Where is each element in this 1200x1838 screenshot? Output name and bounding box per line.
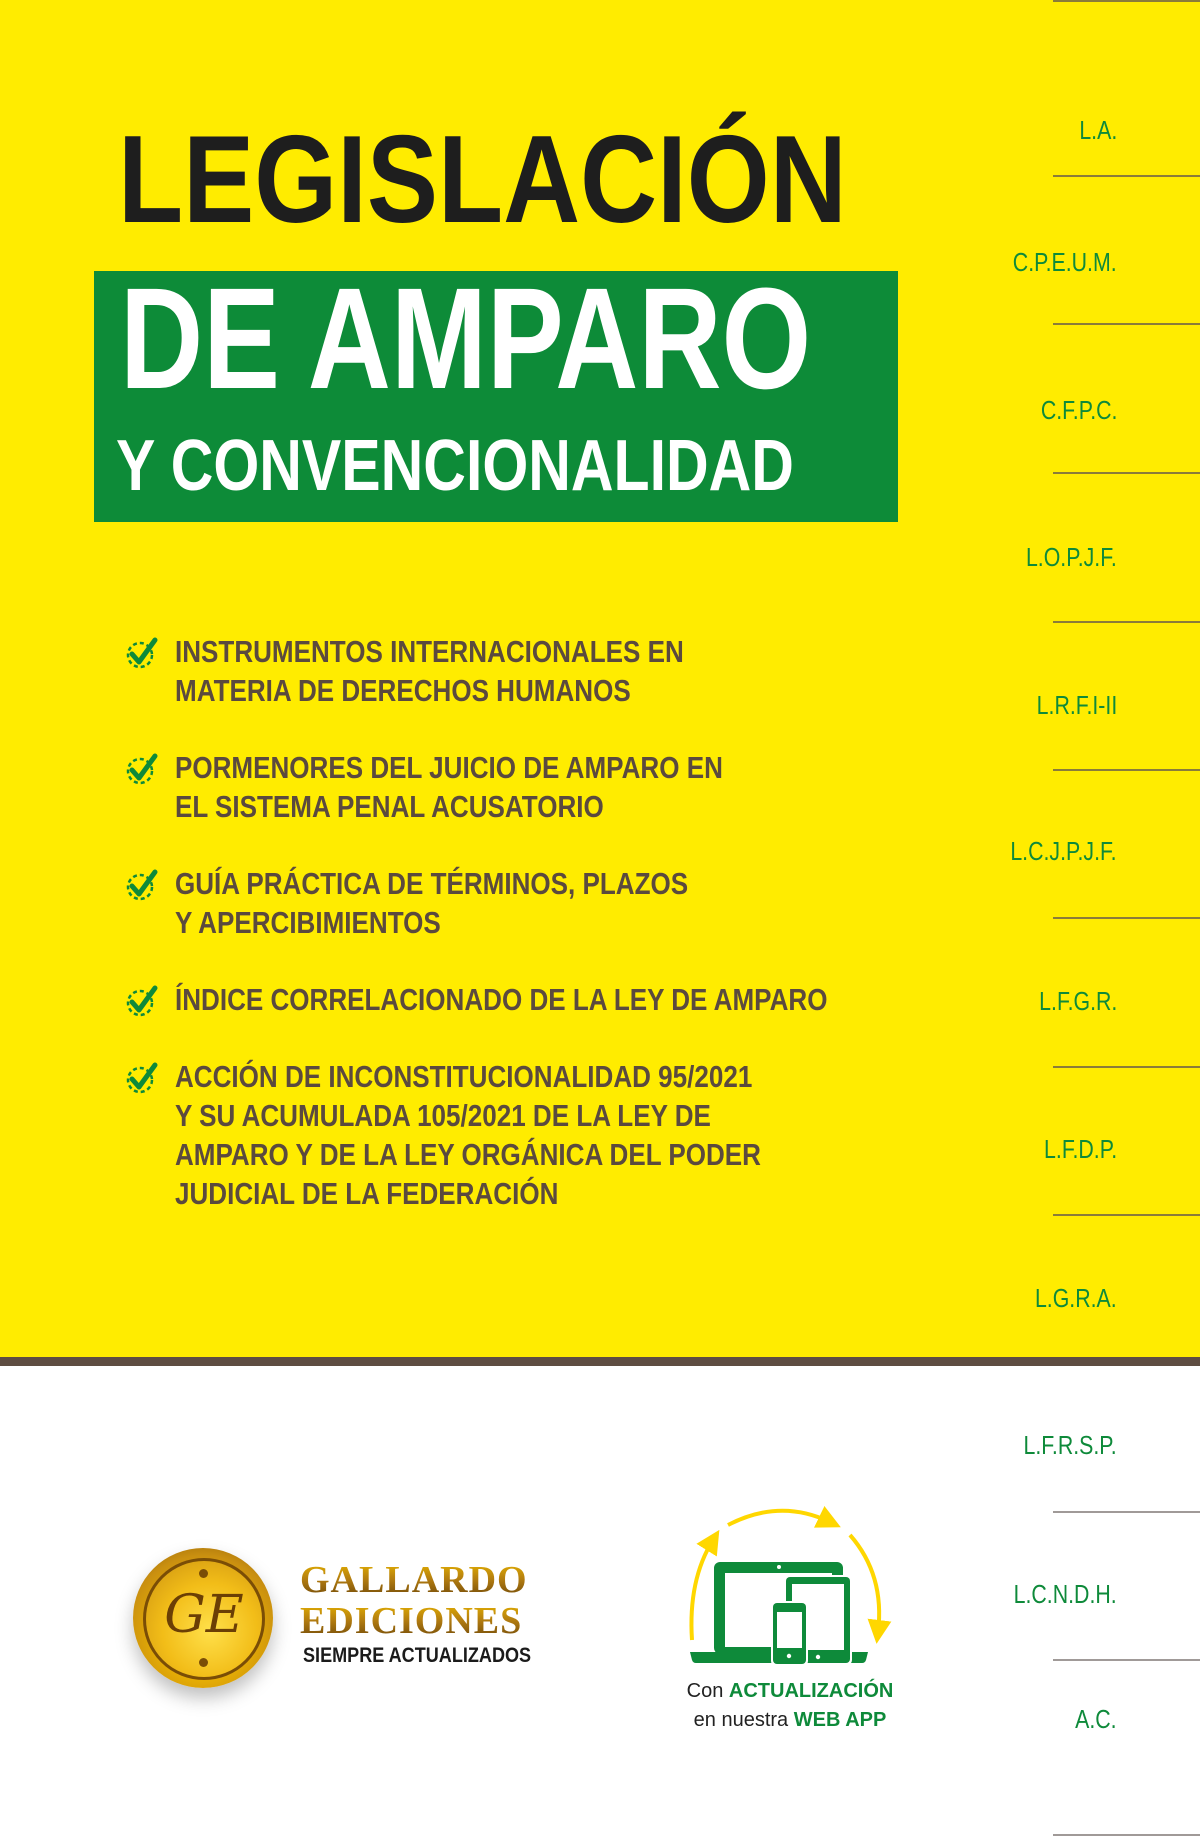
- tab-label-lcndh[interactable]: L.C.N.D.H.: [1013, 1579, 1117, 1609]
- tab-label-cpeum[interactable]: C.P.E.U.M.: [1013, 247, 1117, 277]
- tab-divider: [1053, 1511, 1200, 1513]
- tab-label-ac[interactable]: A.C.: [1075, 1704, 1117, 1734]
- tab-divider: [1053, 1214, 1200, 1216]
- cover-title: LEGISLACIÓN: [118, 111, 847, 249]
- tab-label-la[interactable]: L.A.: [1079, 115, 1117, 145]
- cover-subtitle-secondary: Y CONVENCIONALIDAD: [116, 426, 794, 506]
- coin-dot: [199, 1569, 208, 1578]
- feature-text: AMPARO Y DE LA LEY ORGÁNICA DEL PODER: [175, 1137, 761, 1172]
- feature-item: [125, 864, 975, 942]
- webapp-caption-line2: en nuestra WEB APP: [693, 1709, 887, 1731]
- feature-text: Y SU ACUMULADA 105/2021 DE LA LEY DE: [175, 1098, 711, 1133]
- feature-item: [125, 632, 975, 710]
- feature-text: EL SISTEMA PENAL ACUSATORIO: [175, 789, 604, 824]
- tab-label-lfrsp[interactable]: L.F.R.S.P.: [1023, 1430, 1117, 1460]
- tab-divider: [1053, 472, 1200, 474]
- tab-divider: [1053, 621, 1200, 623]
- tab-label-lopjf[interactable]: L.O.P.J.F.: [1026, 542, 1117, 572]
- feature-text: PORMENORES DEL JUICIO DE AMPARO EN: [175, 750, 723, 785]
- coin-emblem-icon: [133, 1548, 273, 1688]
- webapp-badge: [660, 1500, 920, 1740]
- tab-label-lfgr[interactable]: L.F.G.R.: [1038, 986, 1117, 1016]
- feature-item: [125, 1057, 975, 1213]
- check-dashed-circle-icon: [125, 868, 163, 902]
- feature-text: GUÍA PRÁCTICA DE TÉRMINOS, PLAZOS: [175, 866, 689, 901]
- tab-divider: [1053, 1066, 1200, 1068]
- coin-dot: [199, 1658, 208, 1667]
- tab-label-lfdp[interactable]: L.F.D.P.: [1043, 1134, 1117, 1164]
- feature-item: [125, 748, 975, 826]
- feature-text: Y APERCIBIMIENTOS: [175, 905, 441, 940]
- publisher-logo: [130, 1545, 550, 1695]
- tab-divider: [1053, 917, 1200, 919]
- feature-list: [125, 632, 975, 1251]
- section-divider: [0, 1357, 1200, 1366]
- publisher-name-line1: GALLARDO: [300, 1559, 528, 1601]
- publisher-name-line2: EDICIONES: [300, 1600, 523, 1642]
- cover-subtitle-main: DE AMPARO: [120, 258, 812, 419]
- feature-item: [125, 980, 975, 1019]
- tab-divider: [1053, 769, 1200, 771]
- feature-text: ACCIÓN DE INCONSTITUCIONALIDAD 95/2021: [175, 1059, 753, 1094]
- tab-label-lgra[interactable]: L.G.R.A.: [1035, 1283, 1117, 1313]
- subtitle-banner: [94, 258, 898, 522]
- publisher-tagline: SIEMPRE ACTUALIZADOS: [303, 1644, 532, 1667]
- feature-text: MATERIA DE DERECHOS HUMANOS: [175, 673, 631, 708]
- tab-divider: [1053, 0, 1200, 2]
- check-dashed-circle-icon: [125, 984, 163, 1018]
- webapp-caption-line1: Con ACTUALIZACIÓN: [686, 1680, 894, 1702]
- tab-divider: [1053, 323, 1200, 325]
- tab-divider: [1053, 175, 1200, 177]
- check-dashed-circle-icon: [125, 1061, 163, 1095]
- tab-divider: [1053, 1659, 1200, 1661]
- devices-sync-icon: [680, 1500, 900, 1670]
- tab-label-cfpc[interactable]: C.F.P.C.: [1040, 395, 1117, 425]
- feature-text: INSTRUMENTOS INTERNACIONALES EN: [175, 634, 684, 669]
- tab-divider: [1053, 1834, 1200, 1836]
- feature-text: ÍNDICE CORRELACIONADO DE LA LEY DE AMPARO: [175, 982, 828, 1017]
- tab-label-lrfi-ii[interactable]: L.R.F.I-II: [1036, 690, 1117, 720]
- law-index-tabs: [1010, 0, 1200, 1838]
- tab-label-lcjpjf[interactable]: L.C.J.P.J.F.: [1010, 836, 1117, 866]
- feature-text: JUDICIAL DE LA FEDERACIÓN: [175, 1176, 559, 1211]
- monogram: GE: [164, 1585, 244, 1645]
- check-dashed-circle-icon: [125, 636, 163, 670]
- check-dashed-circle-icon: [125, 752, 163, 786]
